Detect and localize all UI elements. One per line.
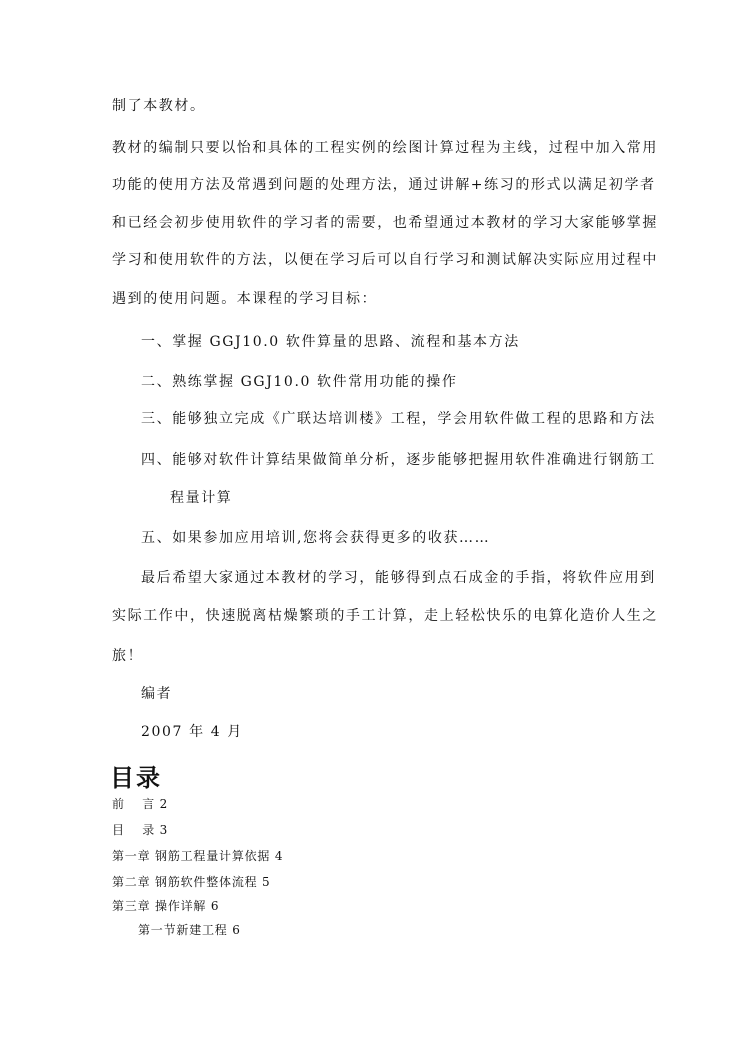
toc-item-chapter-2[interactable]: 第二章 钢筋软件整体流程 5 bbox=[112, 875, 271, 889]
body-line: 和已经会初步使用软件的学习者的需要，也希望通过本教材的学习大家能够掌握 bbox=[112, 215, 658, 231]
goal-item-5: 五、如果参加应用培训,您将会获得更多的收获…… bbox=[141, 530, 491, 546]
goal-item-4: 四、能够对软件计算结果做简单分析，逐步能够把握用软件准确进行钢筋工 bbox=[141, 452, 656, 468]
body-line: 教材的编制只要以怡和具体的工程实例的绘图计算过程为主线，过程中加入常用 bbox=[112, 140, 658, 156]
toc-item-preface[interactable]: 前 言 2 bbox=[112, 797, 169, 811]
body-line: 学习和使用软件的方法，以便在学习后可以自行学习和测试解决实际应用过程中 bbox=[112, 252, 658, 268]
toc-item-section-1[interactable]: 第一节新建工程 6 bbox=[138, 923, 241, 937]
author-signoff: 编者 bbox=[141, 686, 173, 702]
goal-item-2: 二、熟练掌握 GGJ10.0 软件常用功能的操作 bbox=[141, 374, 458, 390]
toc-item-chapter-3[interactable]: 第三章 操作详解 6 bbox=[112, 899, 220, 913]
goal-item-4-continuation: 程量计算 bbox=[170, 490, 233, 506]
body-line: 遇到的使用问题。本课程的学习目标： bbox=[112, 291, 378, 307]
body-line: 旅！ bbox=[112, 648, 144, 664]
toc-heading: 目录 bbox=[110, 764, 162, 792]
body-line: 实际工作中，快速脱离枯燥繁琐的手工计算，走上轻松快乐的电算化造价人生之 bbox=[112, 608, 658, 624]
date-line: 2007 年 4 月 bbox=[141, 724, 243, 740]
goal-item-3: 三、能够独立完成《广联达培训楼》工程，学会用软件做工程的思路和方法 bbox=[141, 411, 656, 427]
toc-item-contents[interactable]: 目 录 3 bbox=[112, 823, 169, 837]
toc-item-chapter-1[interactable]: 第一章 钢筋工程量计算依据 4 bbox=[112, 849, 284, 863]
body-line: 制了本教材。 bbox=[112, 98, 206, 114]
body-line: 最后希望大家通过本教材的学习，能够得到点石成金的手指，将软件应用到 bbox=[141, 570, 656, 586]
goal-item-1: 一、掌握 GGJ10.0 软件算量的思路、流程和基本方法 bbox=[141, 334, 520, 350]
body-line: 功能的使用方法及常遇到问题的处理方法，通过讲解+练习的形式以满足初学者 bbox=[112, 177, 656, 193]
